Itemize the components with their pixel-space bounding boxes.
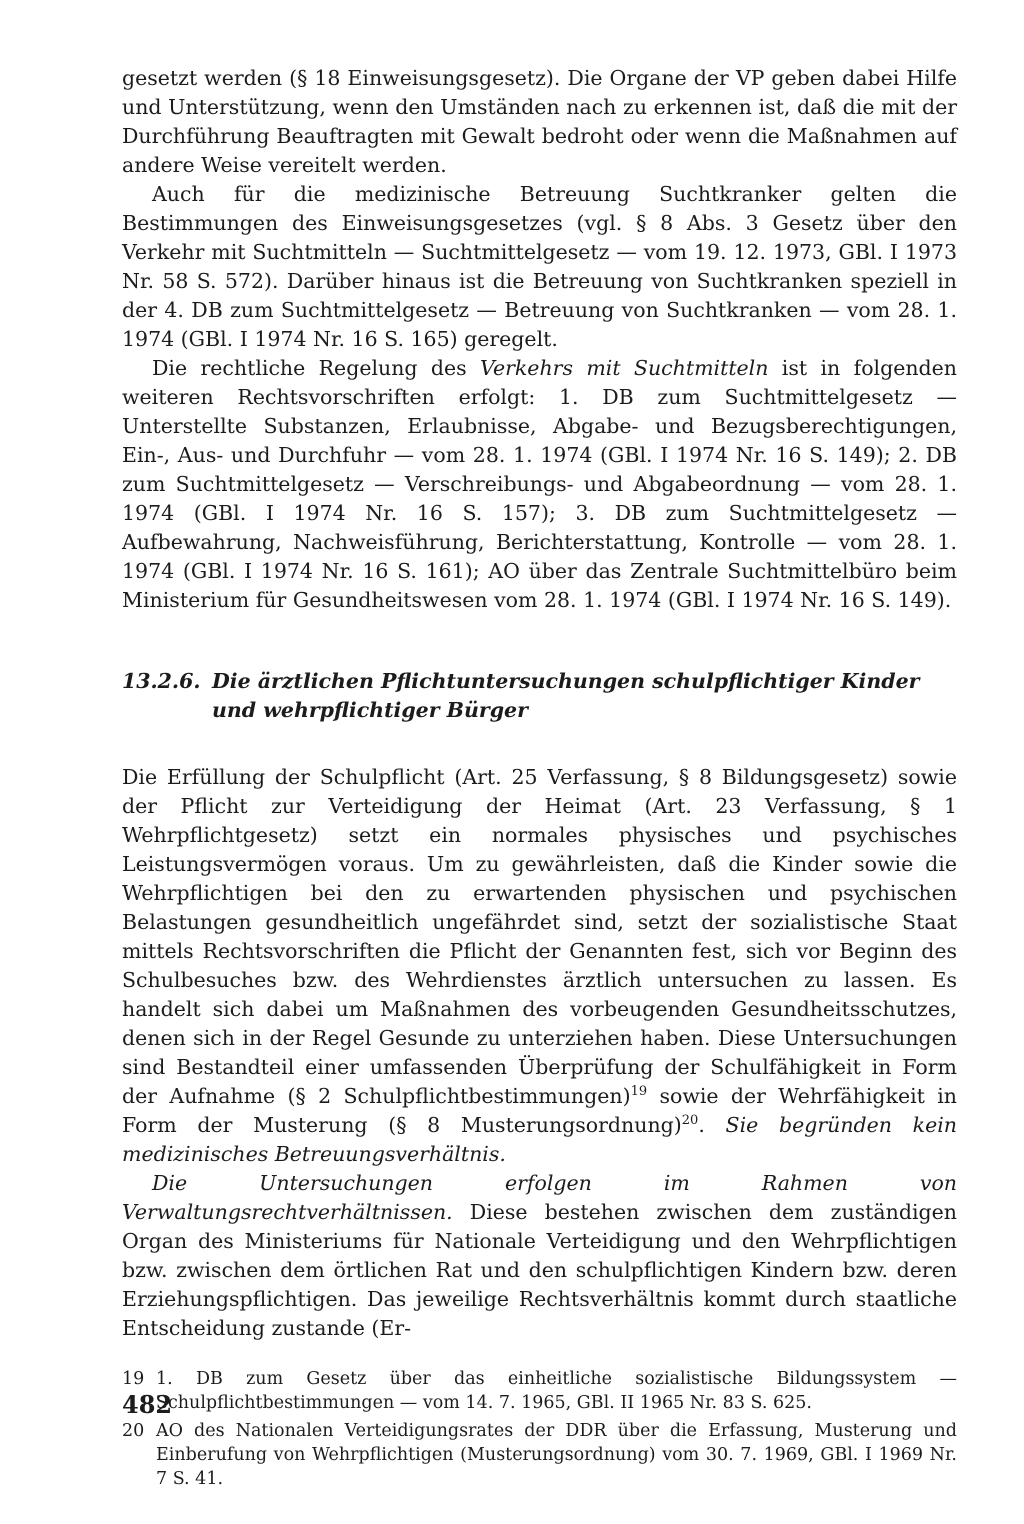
emphasis-verkehr-mit-suchtmitteln: Verkehrs mit Suchtmitteln (480, 356, 769, 380)
text-run: Die Erfüllung der Schulpflicht (Art. 25 Verfassung, § 8 Bildungsgesetz) sowie der Pflicht zur Verteidigung der Heimat (Art. 23 Verfassung, § 1 Wehrpflichtgesetz) setzt ein normales physisches und psychisches Leistungsvermögen voraus. Um zu gewährleisten, daß die Kinder sowie die Wehrpflichtigen bei den zu erwartenden physischen und psychischen Belastungen gesundheitlich ungefährdet sind, setzt der sozialistische Staat mittels Rechtsvorschriften die Pflicht der Genannten fest, sich vor Beginn des Schulbesuches bzw. des Wehrdienstes ärztlich untersuchen zu lassen. Es handelt sich dabei um Maßnahmen des vorbeugenden Gesundheitsschutzes, denen sich in der Regel Gesunde zu unterziehen haben. Diese Untersuchungen sind Bestandteil einer umfassenden Überprüfung der Schulfähigkeit in Form der Aufnahme (§ 2 Schulpflichtbestimmungen) (122, 765, 957, 1108)
paragraph-verwaltungsrecht (122, 1169, 957, 1343)
footnote-number: 19 (122, 1369, 145, 1389)
footnote-ref-20: 20 (681, 1113, 699, 1129)
footnote-text: AO des Nationalen Verteidigungsrates der DDR über die Erfassung, Musterung und Einberufung von Wehrpflichtigen (Musterungsordnung) vom 30. 7. 1969, GBl. I 1969 Nr. 7 S. 41. (156, 1421, 957, 1489)
footnote-19 (122, 1367, 957, 1415)
paragraph-rechtsvorschriften (122, 354, 957, 615)
section-title: Die ärztlichen Pflichtuntersuchungen schulpflichtiger Kinder und wehrpflichtiger Bürger (212, 669, 920, 722)
section-heading (122, 667, 957, 725)
footnotes (122, 1367, 957, 1491)
footnote-20 (122, 1419, 957, 1491)
footnote-text: 1. DB zum Gesetz über das einheitliche sozialistische Bildungssystem — Schulpflichtbestimmungen — vom 14. 7. 1965, GBl. II 1965 Nr. 83 S. 625. (156, 1369, 957, 1413)
footnote-number: 20 (122, 1421, 145, 1441)
paragraph-continuation: gesetzt werden (§ 18 Einweisungsgesetz). Die Organe der VP geben dabei Hilfe und Unterstützung, wenn den Umständen nach zu erkennen ist, daß die mit der Durchführung Beauftragten mit Gewalt bedroht oder wenn die Maßnahmen auf andere Weise vereitelt werden. (122, 66, 957, 177)
page-number: 482 (122, 1390, 173, 1419)
paragraph-suchtkranke: Auch für die medizinische Betreuung Suchtkranker gelten die Bestimmungen des Einweisungsgesetzes (vgl. § 8 Abs. 3 Gesetz über den Verkehr mit Suchtmitteln — Suchtmittelgesetz — vom 19. 12. 1973, GBl. I 1973 Nr. 58 S. 572). Darüber hinaus ist die Betreuung von Suchtkranken speziell in der 4. DB zum Suchtmittelgesetz — Betreuung von Suchtkranken — vom 28. 1. 1974 (GBl. I 1974 Nr. 16 S. 165) geregelt. (122, 182, 957, 351)
section-number: 13.2.6. (122, 669, 201, 693)
page-content (122, 64, 957, 1495)
paragraph-pflichtuntersuchungen (122, 763, 957, 1169)
section-body (122, 763, 957, 1343)
emphasis-verwaltungsrechtverhaeltnisse: Die Untersuchungen erfolgen im Rahmen von Verwaltungsrechtverhältnissen. (122, 1171, 957, 1224)
text-run: ist in folgenden weiteren Rechtsvorschriften erfolgt: 1. DB zum Suchtmittelgesetz — Unterstellte Substanzen, Erlaubnisse, Abgabe- und Bezugsberechtigungen, Ein-, Aus- und Durchfuhr — vom 28. 1. 1974 (GBl. I 1974 Nr. 16 S. 149); 2. DB zum Suchtmittelgesetz — Verschreibungs- und Abgabeordnung — vom 28. 1. 1974 (GBl. I 1974 Nr. 16 S. 157); 3. DB zum Suchtmittelgesetz — Aufbewahrung, Nachweisführung, Berichterstattung, Kontrolle — vom 28. 1. 1974 (GBl. I 1974 Nr. 16 S. 161); AO über das Zentrale Suchtmittelbüro beim Ministerium für Gesundheitswesen vom 28. 1. 1974 (GBl. I 1974 Nr. 16 S. 149). (122, 356, 958, 612)
text-run: . (698, 1113, 726, 1137)
text-run: Die rechtliche Regelung des (152, 356, 481, 380)
text-run: Diese bestehen zwischen dem zuständigen Organ des Ministeriums für Nationale Verteidigung und den Wehrpflichtigen bzw. zwischen dem örtlichen Rat und den schulpflichtigen Kindern bzw. deren Erziehungspflichtigen. Das jeweilige Rechtsverhältnis kommt durch staatliche Entscheidung zustande (Er- (122, 1200, 957, 1340)
footnote-ref-19: 19 (630, 1084, 648, 1100)
text-run: sowie der Wehrfähigkeit in Form der Musterung (§ 8 Musterungsordnung) (122, 1084, 957, 1137)
emphasis-kein-betreuungsverhaeltnis: Sie begründen kein medizinisches Betreuungsverhältnis. (122, 1113, 957, 1166)
